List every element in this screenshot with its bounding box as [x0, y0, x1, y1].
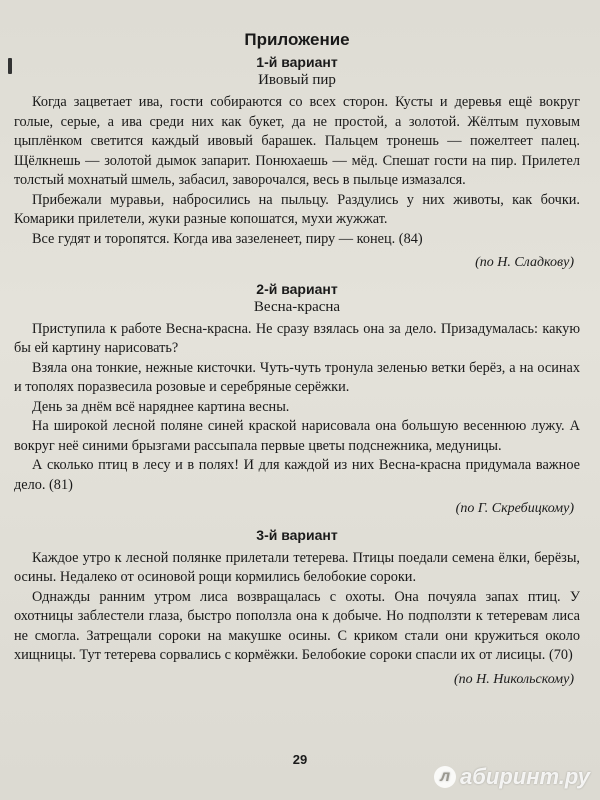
variant-2 — [14, 281, 580, 519]
variant-label: 2-й вариант — [256, 280, 338, 297]
paragraph: Каждое утро к лесной полянке прилетали тетерева. Птицы поедали семена ёлки, берёзы, осины. Недалеко от осиновой рощи кормились белобокие сороки. — [14, 549, 580, 585]
variant-label: 3-й вариант — [256, 526, 338, 543]
paragraph: Однажды ранним утром лиса возвращалась с охоты. Она почуяла запах птиц. У охотницы заблестели глаза, быстро поползла она к добыче. Но подползти к тетеревам лиса не смогла. Затрещали сороки на макушке осины. С криком стали они кружиться около хищницы. Тут тетерева сорвались с кормёжки. Белобокие сороки спасли их от лисицы. (70) — [14, 588, 580, 663]
page-number: 29 — [292, 752, 308, 767]
author-attribution: (по Г. Скребицкому) — [455, 501, 574, 516]
author-attribution: (по Н. Никольскому) — [453, 671, 574, 687]
watermark — [434, 764, 590, 790]
page-content — [14, 30, 580, 697]
paragraph: Все гудят и торопятся. Когда ива зазеленеет, пиру — конец. (84) — [32, 230, 423, 247]
paragraph: Приступила к работе Весна-красна. Не сразу взялась она за дело. Призадумалась: какую бы ей картину нарисовать? — [14, 320, 580, 356]
page-edge-mark — [8, 58, 12, 74]
paragraph: Прибежали муравьи, набросились на пыльцу. Раздулись у них животы, как бочки. Комарики прилетели, жуки разные копошатся, мухи жужжат. — [14, 191, 580, 227]
story-title: Весна-красна — [253, 298, 341, 315]
page-heading: Приложение — [244, 30, 350, 49]
paragraph: Взяла она тонкие, нежные кисточки. Чуть-чуть тронула зеленью ветки берёз, а на осинах и тополях поразвесила розовые и серебряные серёжки. — [14, 359, 580, 395]
labirint-logo-icon: л — [434, 766, 456, 788]
watermark-text: абиринт.ру — [460, 764, 590, 789]
variant-label: 1-й вариант — [256, 54, 338, 70]
variant-3 — [14, 527, 580, 690]
paragraph: А сколько птиц в лесу и в полях! И для каждой из них Весна-красна придумала важное дело. (81) — [14, 457, 580, 493]
author-attribution: (по Н. Сладкову) — [475, 255, 574, 270]
variant-1 — [14, 54, 580, 273]
paragraph: День за днём всё наряднее картина весны. — [32, 398, 290, 415]
paragraph: Когда зацветает ива, гости собираются со всех сторон. Кусты и деревья ещё вокруг голые, серые, а ива среди них как букет, да не простой, а золотой. Жёлтым пуховым цыплёнком светится каждый ивовый барашек. Пальцем тронешь — пожелтеет палец. Щёлкнешь — золотой дымок запарит. Понюхаешь — мёд. Спешат гости на пир. Прилетел толстый мохнатый шмель, забасил, заворочался, весь в пыльце измазался. — [14, 94, 580, 188]
story-title: Ивовый пир — [258, 72, 336, 88]
paragraph: На широкой лесной поляне синей краской нарисовала она большую весеннюю лужу. А вокруг неё синими брызгами рассыпала первые цветы подснежника, медуницы. — [14, 418, 580, 454]
